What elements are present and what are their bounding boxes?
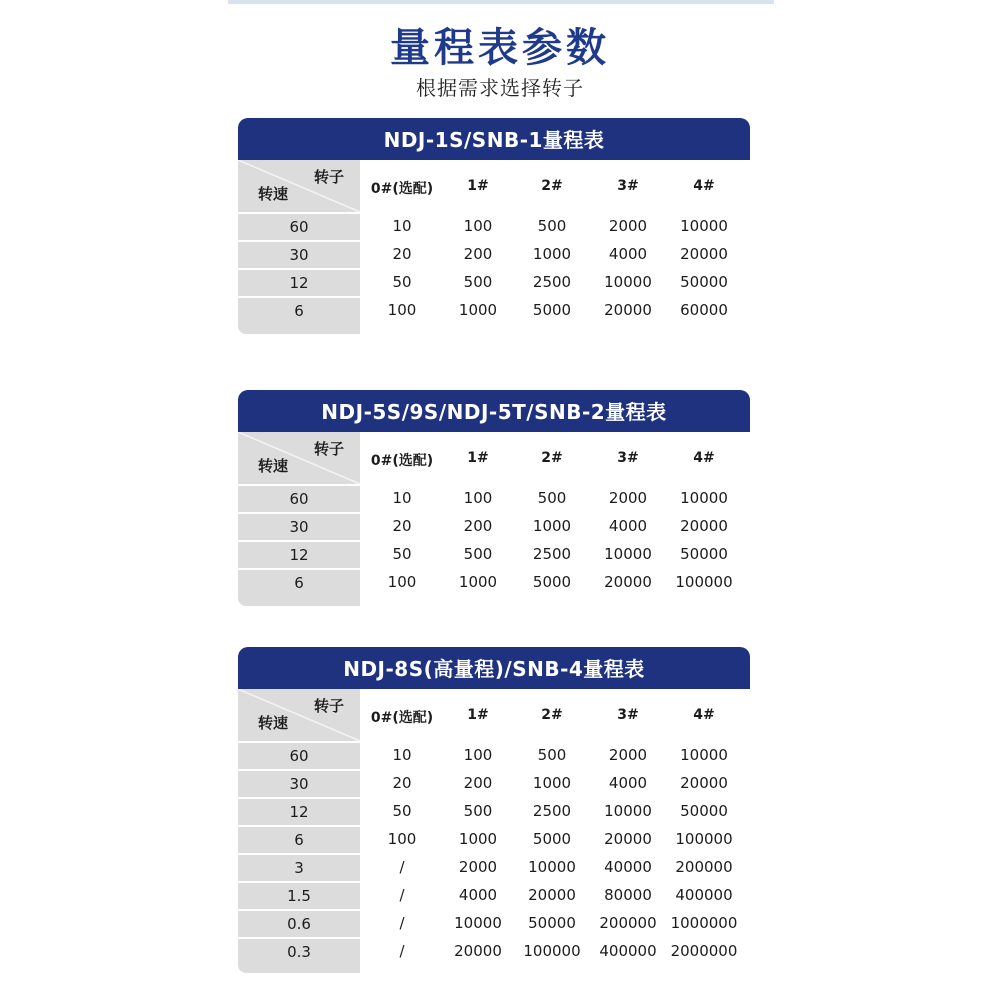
range-value: 20 — [392, 517, 412, 535]
range-value: 4000 — [608, 517, 648, 535]
range-value: 500 — [537, 489, 567, 507]
table-row — [238, 881, 750, 909]
table-row — [238, 568, 750, 596]
range-table — [238, 118, 750, 334]
range-value: 4000 — [608, 774, 648, 792]
range-value: 500 — [463, 273, 493, 291]
header-corner — [238, 160, 360, 212]
range-value: 200 — [463, 774, 493, 792]
range-table — [238, 390, 750, 606]
range-value: 2500 — [532, 545, 572, 563]
range-value: 20000 — [528, 886, 576, 904]
range-value: 10000 — [604, 802, 652, 820]
range-value: 4000 — [458, 886, 498, 904]
range-value: 10000 — [680, 217, 728, 235]
table-row — [238, 741, 750, 769]
range-value: 60000 — [680, 301, 728, 319]
range-value: 100 — [463, 217, 493, 235]
speed-value: 30 — [238, 769, 360, 797]
range-value: 20000 — [604, 573, 652, 591]
range-value: 2000 — [608, 217, 648, 235]
range-value: 200 — [463, 517, 493, 535]
range-value: 50000 — [680, 273, 728, 291]
range-value: 1000000 — [670, 914, 738, 932]
speed-value: 1.5 — [238, 881, 360, 909]
range-value: 20000 — [454, 942, 502, 960]
speed-value: 30 — [238, 240, 360, 268]
range-value: 1000 — [458, 301, 498, 319]
header-corner — [238, 432, 360, 484]
speed-value: 12 — [238, 797, 360, 825]
range-value: 100 — [387, 830, 417, 848]
range-value: 2000000 — [670, 942, 738, 960]
range-value: 500 — [463, 802, 493, 820]
table-body — [238, 160, 750, 334]
range-value: 500 — [537, 746, 567, 764]
range-value: / — [399, 886, 405, 904]
range-value: 50 — [392, 545, 412, 563]
page-title: 量程表参数 — [390, 25, 610, 71]
speed-value: 6 — [238, 296, 360, 324]
range-value: 50000 — [680, 802, 728, 820]
range-value: 1000 — [532, 517, 572, 535]
table-title: NDJ-1S/SNB-1量程表 — [238, 118, 750, 160]
range-value: 10000 — [528, 858, 576, 876]
table-body — [238, 432, 750, 606]
range-value: 50000 — [528, 914, 576, 932]
range-value: 20000 — [680, 517, 728, 535]
column-header: 4# — [693, 450, 715, 466]
range-value: 500 — [463, 545, 493, 563]
table-row — [238, 853, 750, 881]
table-title: NDJ-5S/9S/NDJ-5T/SNB-2量程表 — [238, 390, 750, 432]
rotor-label: 转子 — [313, 440, 344, 458]
column-header: 0#(选配) — [370, 453, 434, 469]
table-row — [238, 212, 750, 240]
range-value: 20 — [392, 245, 412, 263]
range-value: 500 — [537, 217, 567, 235]
column-header: 3# — [617, 450, 639, 466]
range-value: 2000 — [608, 489, 648, 507]
column-header: 2# — [541, 707, 563, 723]
speed-value: 0.3 — [238, 937, 360, 965]
range-value: 20000 — [604, 301, 652, 319]
range-value: 20 — [392, 774, 412, 792]
column-header: 1# — [467, 178, 489, 194]
range-value: 200 — [463, 245, 493, 263]
range-value: 1000 — [532, 774, 572, 792]
speed-value: 60 — [238, 741, 360, 769]
column-header: 3# — [617, 178, 639, 194]
table-row — [238, 540, 750, 568]
table-row — [238, 268, 750, 296]
column-header: 0#(选配) — [370, 710, 434, 726]
range-value: 20000 — [680, 774, 728, 792]
range-value: 1000 — [532, 245, 572, 263]
table-row — [238, 937, 750, 965]
table-row — [238, 484, 750, 512]
range-value: 2500 — [532, 802, 572, 820]
range-value: / — [399, 858, 405, 876]
range-value: 5000 — [532, 301, 572, 319]
table-row — [238, 512, 750, 540]
range-value: 10000 — [680, 489, 728, 507]
range-value: 100000 — [675, 573, 733, 591]
table-row — [238, 240, 750, 268]
table-row — [238, 909, 750, 937]
column-header: 1# — [467, 450, 489, 466]
range-value: 200000 — [675, 858, 733, 876]
range-value: 400000 — [675, 886, 733, 904]
range-value: 20000 — [680, 245, 728, 263]
column-header: 4# — [693, 178, 715, 194]
speed-value: 12 — [238, 268, 360, 296]
range-value: 2500 — [532, 273, 572, 291]
table-title: NDJ-8S(高量程)/SNB-4量程表 — [238, 647, 750, 689]
range-value: 400000 — [599, 942, 657, 960]
range-table — [238, 647, 750, 973]
speed-value: 30 — [238, 512, 360, 540]
column-header: 2# — [541, 178, 563, 194]
range-value: 1000 — [458, 830, 498, 848]
column-header: 1# — [467, 707, 489, 723]
table-row — [238, 296, 750, 324]
range-value: 10000 — [454, 914, 502, 932]
speed-value: 12 — [238, 540, 360, 568]
column-header: 0#(选配) — [370, 181, 434, 197]
range-value: 10000 — [604, 545, 652, 563]
range-value: 80000 — [604, 886, 652, 904]
range-value: 100 — [463, 489, 493, 507]
column-header: 4# — [693, 707, 715, 723]
range-value: 4000 — [608, 245, 648, 263]
range-value: 5000 — [532, 573, 572, 591]
range-value: 1000 — [458, 573, 498, 591]
table-row — [238, 769, 750, 797]
range-value: 10 — [392, 746, 412, 764]
speed-label: 转速 — [258, 714, 289, 732]
range-value: / — [399, 914, 405, 932]
table-row — [238, 797, 750, 825]
speed-label: 转速 — [258, 457, 289, 475]
speed-value: 60 — [238, 212, 360, 240]
speed-value: 0.6 — [238, 909, 360, 937]
range-value: 40000 — [604, 858, 652, 876]
speed-value: 60 — [238, 484, 360, 512]
range-value: 2000 — [458, 858, 498, 876]
range-value: 10 — [392, 217, 412, 235]
range-value: 50 — [392, 273, 412, 291]
range-value: 100000 — [523, 942, 581, 960]
speed-value: 6 — [238, 568, 360, 596]
range-value: 5000 — [532, 830, 572, 848]
range-value: 10000 — [680, 746, 728, 764]
range-value: 200000 — [599, 914, 657, 932]
range-value: / — [399, 942, 405, 960]
top-decor-strip — [228, 0, 774, 4]
rotor-label: 转子 — [313, 697, 344, 715]
header-corner — [238, 689, 360, 741]
range-value: 100000 — [675, 830, 733, 848]
range-value: 100 — [387, 301, 417, 319]
range-value: 50 — [392, 802, 412, 820]
rotor-label: 转子 — [313, 168, 344, 186]
range-value: 100 — [463, 746, 493, 764]
range-value: 10 — [392, 489, 412, 507]
table-row — [238, 825, 750, 853]
speed-value: 6 — [238, 825, 360, 853]
speed-label: 转速 — [258, 185, 289, 203]
page-subtitle: 根据需求选择转子 — [416, 76, 584, 100]
column-header: 2# — [541, 450, 563, 466]
column-header: 3# — [617, 707, 639, 723]
table-body — [238, 689, 750, 973]
range-value: 2000 — [608, 746, 648, 764]
range-value: 10000 — [604, 273, 652, 291]
range-value: 100 — [387, 573, 417, 591]
range-value: 50000 — [680, 545, 728, 563]
speed-value: 3 — [238, 853, 360, 881]
range-value: 20000 — [604, 830, 652, 848]
